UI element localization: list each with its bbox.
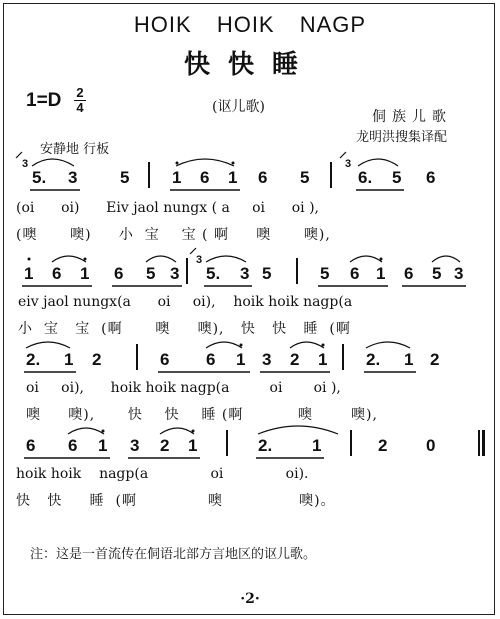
song-title-dong: HOIK HOIK NAGP xyxy=(133,12,367,37)
slur xyxy=(160,428,194,434)
note: 6 xyxy=(404,264,414,283)
slur xyxy=(176,159,234,166)
note: 5 xyxy=(392,168,402,187)
note: 2 xyxy=(430,350,440,369)
slur xyxy=(290,342,324,348)
note: 1 xyxy=(236,350,246,369)
lyrics-dong: hoik hoik nagp(a oi oi). xyxy=(16,466,309,482)
note: 1 xyxy=(376,264,386,283)
note: 1 xyxy=(188,436,198,455)
slur xyxy=(350,256,382,262)
lyrics-chinese: 噢 噢), 快 快 睡 (啊 噢 噢), xyxy=(26,407,378,423)
note: 2 xyxy=(290,350,300,369)
slur xyxy=(206,256,246,262)
note: 6 xyxy=(258,168,268,187)
slur xyxy=(52,256,86,262)
note: 6. xyxy=(358,168,373,187)
note: 5 xyxy=(432,264,442,283)
lyrics-chinese: 快 快 睡 (啊 噢 噢)。 xyxy=(16,493,336,509)
slur xyxy=(26,342,70,348)
note: 1 xyxy=(64,350,74,369)
note: 1 xyxy=(228,168,238,187)
note: 2. xyxy=(26,350,41,369)
slur xyxy=(432,256,460,262)
time-signature-top: 2 xyxy=(76,85,84,100)
slur xyxy=(358,159,398,166)
genre-label: (讴儿歌) xyxy=(212,99,265,115)
footnote: 注：这是一首流传在侗语北部方言地区的讴儿歌。 xyxy=(30,547,317,562)
lyrics-dong: (oi oi) Eiv jaol nungx ( a oi oi ), xyxy=(16,200,319,216)
note: 5 xyxy=(262,264,272,283)
lyrics-dong: eiv jaol nungx(a oi oi), hoik hoik nagp(a xyxy=(18,294,353,310)
note: 2 xyxy=(378,436,388,455)
note: 1 xyxy=(24,264,34,283)
note: 0 xyxy=(426,436,436,455)
grace-note: 3 xyxy=(22,158,29,170)
lyrics-dong: oi oi), hoik hoik nagp(a oi oi ), xyxy=(26,380,341,396)
slur xyxy=(32,159,74,166)
time-signature-bottom: 4 xyxy=(76,100,84,115)
slur xyxy=(68,428,104,434)
note: 2. xyxy=(258,436,273,455)
note: 2 xyxy=(92,350,102,369)
key-signature: 1=D xyxy=(26,90,62,111)
note: 5 xyxy=(146,264,156,283)
note: 2 xyxy=(160,436,170,455)
grace-note: 3 xyxy=(196,254,203,266)
note: 6 xyxy=(206,350,216,369)
note: 6 xyxy=(426,168,436,187)
note: 6 xyxy=(350,264,360,283)
note: 3 xyxy=(240,264,250,283)
note: 5 xyxy=(320,264,330,283)
note: 6 xyxy=(160,350,170,369)
note: 3 xyxy=(262,350,272,369)
collector-attribution: 龙明洪搜集译配 xyxy=(356,130,448,145)
lyrics-chinese: 小 宝 宝 (啊 噢 噢), 快 快 睡 (啊 xyxy=(18,321,351,337)
note: 5. xyxy=(32,168,47,187)
note: 5. xyxy=(206,264,221,283)
note: 1 xyxy=(312,436,322,455)
grace-note: 3 xyxy=(345,158,352,170)
note: 3 xyxy=(130,436,140,455)
ethnicity-attribution: 侗族儿歌 xyxy=(372,109,452,125)
slur xyxy=(206,342,242,348)
note: 1 xyxy=(172,168,182,187)
slur xyxy=(366,342,410,348)
note: 2. xyxy=(366,350,381,369)
note: 6 xyxy=(200,168,210,187)
note: 1 xyxy=(80,264,90,283)
note: 3 xyxy=(454,264,464,283)
note: 1 xyxy=(318,350,328,369)
note: 1 xyxy=(98,436,108,455)
note: 6 xyxy=(114,264,124,283)
song-title-chinese: 快快睡 xyxy=(183,50,316,80)
tempo-marking: 安静地 行板 xyxy=(40,142,110,157)
note: 5 xyxy=(120,168,130,187)
slur xyxy=(258,426,338,434)
note: 5 xyxy=(300,168,310,187)
note: 6 xyxy=(68,436,78,455)
page-number: ·2· xyxy=(240,591,260,607)
note: 6 xyxy=(26,436,36,455)
note: 6 xyxy=(52,264,62,283)
note: 3 xyxy=(170,264,180,283)
note: 1 xyxy=(404,350,414,369)
slur xyxy=(146,256,176,262)
note: 3 xyxy=(68,168,78,187)
lyrics-chinese: (噢 噢) 小 宝 宝 ( 啊 噢 噢), xyxy=(16,227,331,243)
